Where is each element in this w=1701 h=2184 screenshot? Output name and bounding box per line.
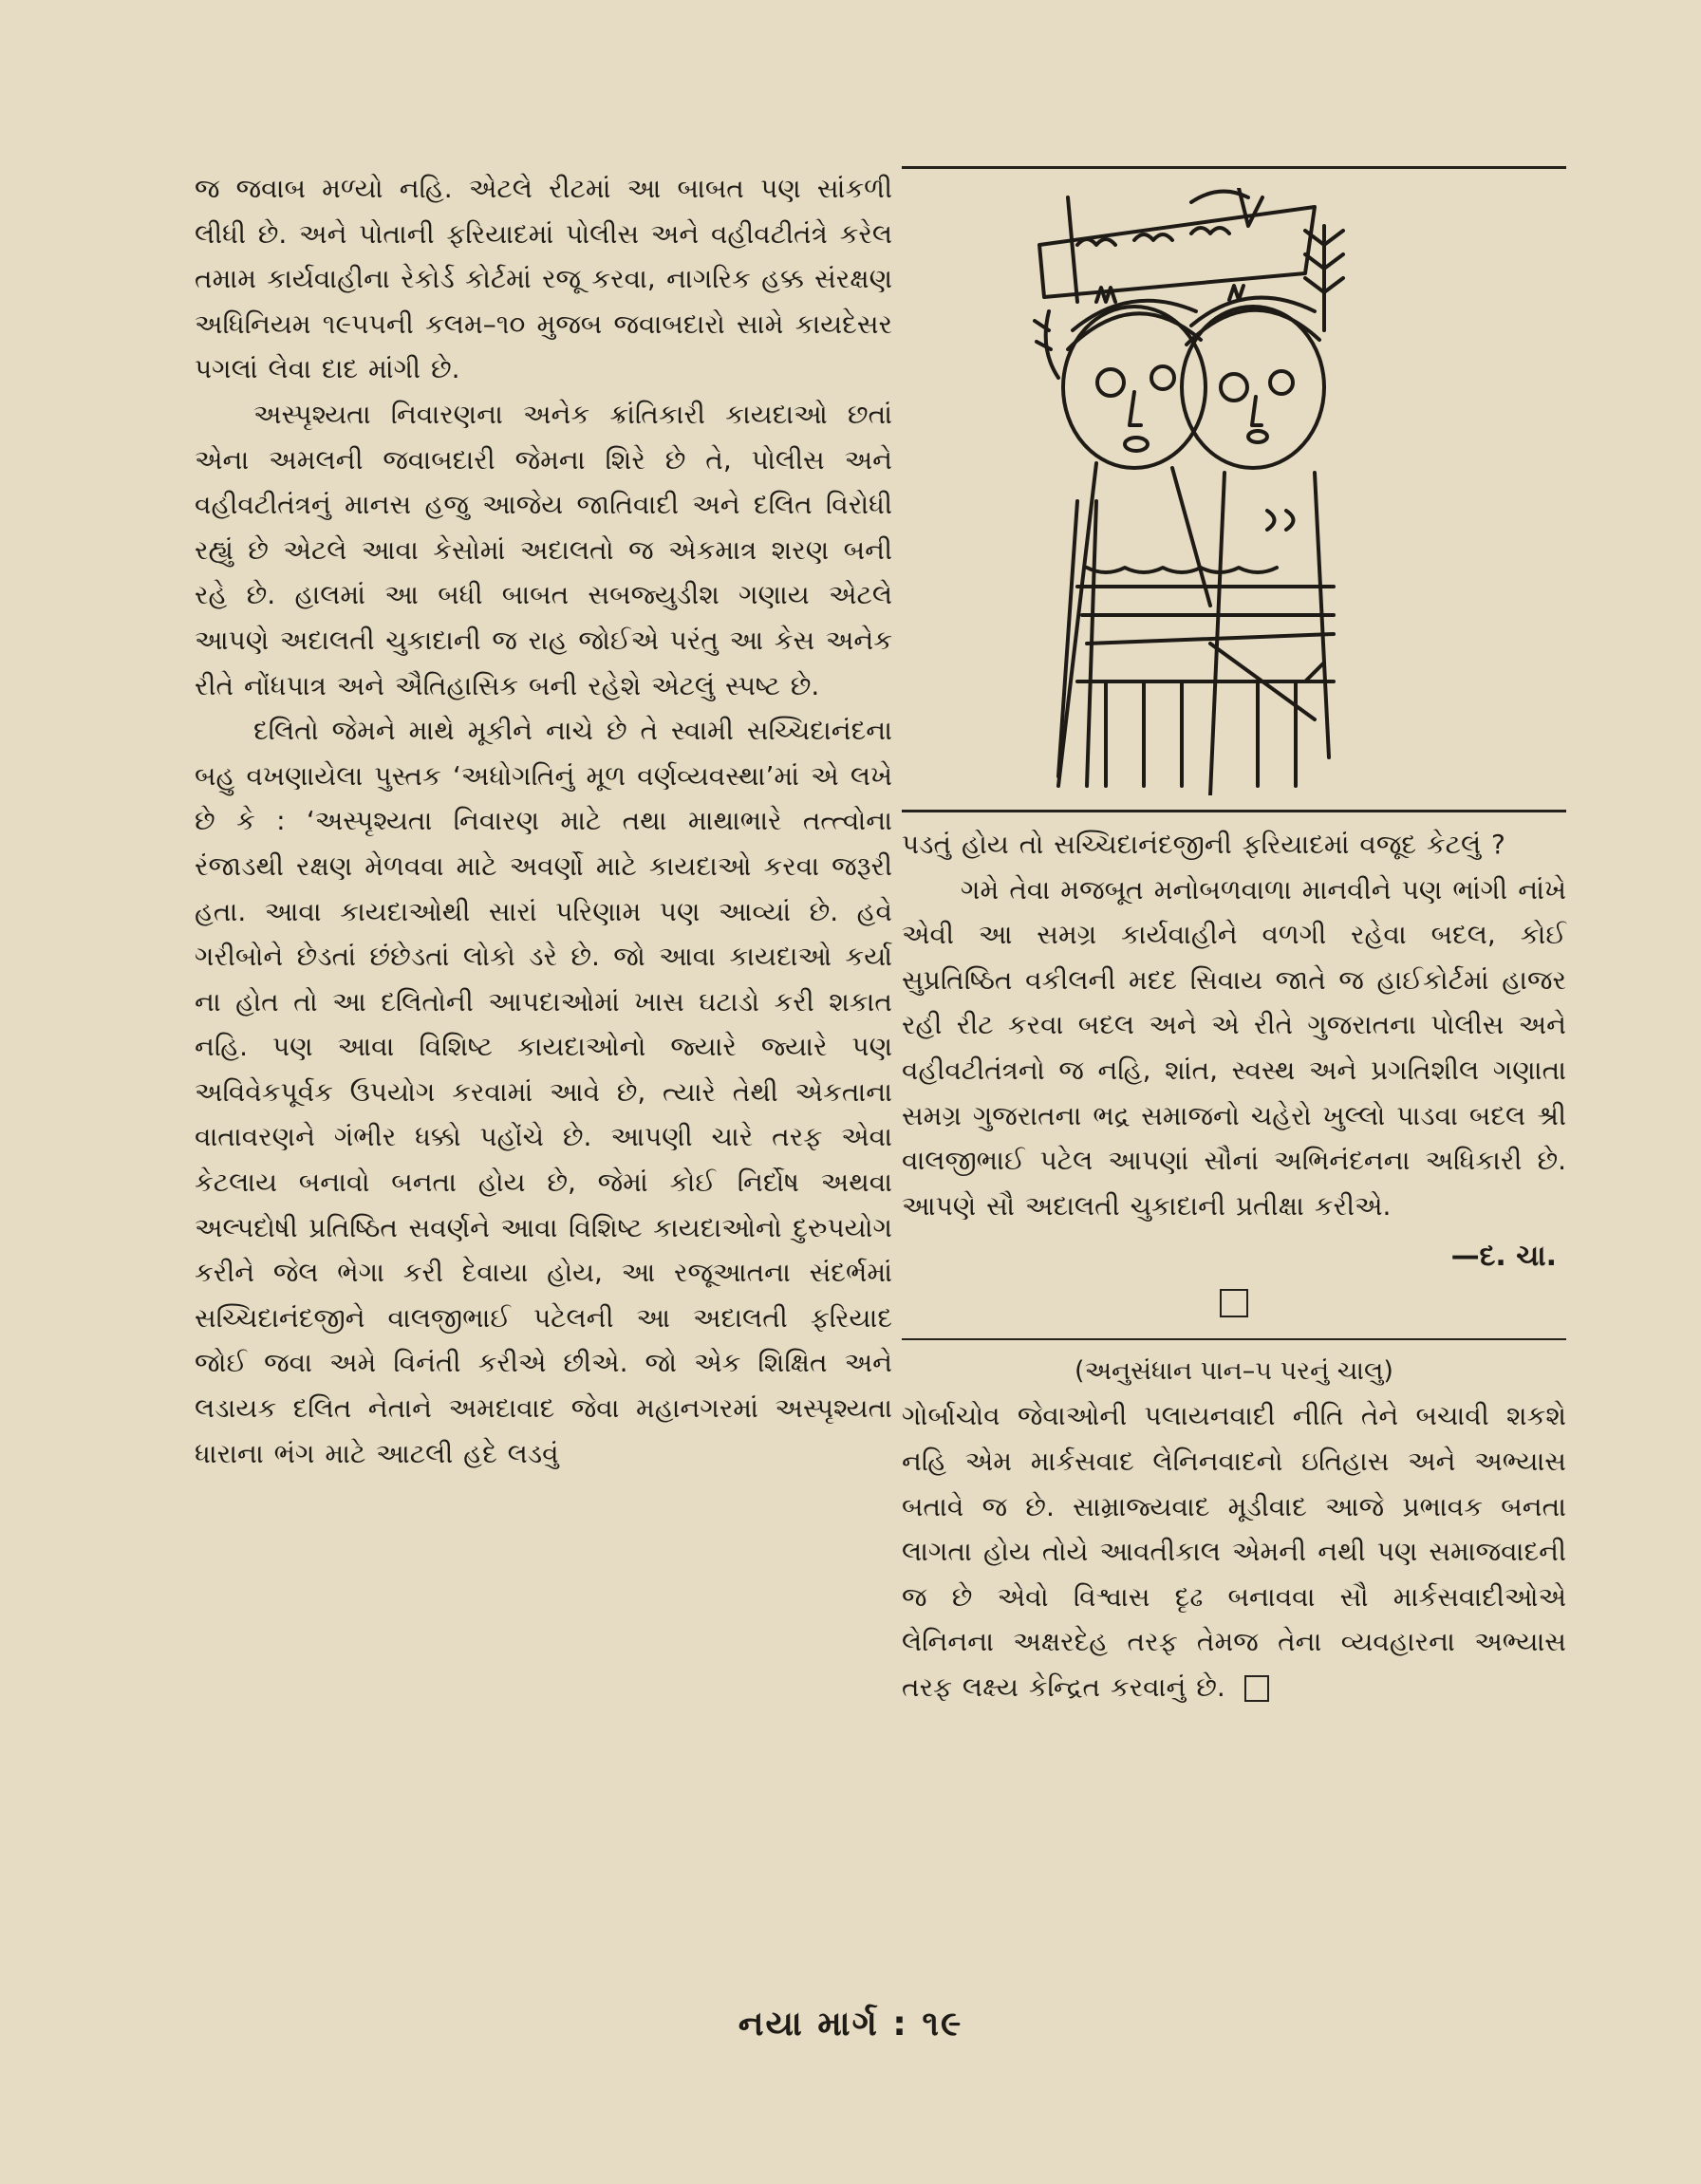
author-signature: —દ. ચા. <box>1450 1240 1557 1274</box>
continuation-heading: (અનુસંધાન પાન–૫ પરનું ચાલુ) <box>1075 1356 1393 1387</box>
article-paragraph: ગમે તેવા મજબૂત મનોબળવાળા માનવીને પણ ભાંગી નાંખે એવી આ સમગ્ર કાર્યવાહીને વળગી રહેવા બદલ, કોઈ સુપ્રતિષ્ઠિત વકીલની મદદ સિવાય જાતે જ હાઈકોર્ટમાં હાજર રહી રીટ કરવા બદલ અને એ રીતે ગુજરાતના પોલીસ અને વહીવટીતંત્રનો જ નહિ, શાંત, સ્વસ્થ અને પ્રગતિશીલ ગણાતા સમગ્ર ગુજરાતના ભદ્ર સમાજનો ચહેરો ખુલ્લો પાડવા બદલ શ્રી વાલજીભાઈ પટેલ આપણાં સૌનાં અભિનંદનના અધિકારી છે. આપણે સૌ અદાલતી ચુકાદાની પ્રતીક્ષા કરીએ. <box>902 873 1566 1222</box>
article-paragraph: દલિતો જેમને માથે મૂકીને નાચે છે તે સ્વામી સચ્ચિદાનંદના બહુ વખણાયેલા પુસ્તક ‘અધોગતિનું મૂળ વર્ણવ્યવસ્થા’માં એ લખે છે કે : ‘અસ્પૃશ્યતા નિવારણ માટે તથા માથાભારે તત્ત્વોના રંજાડથી રક્ષણ મેળવવા માટે અવર્ણો માટે કાયદાઓ કરવા જરૂરી હતા. આવા કાયદાઓથી સારાં પરિણામ પણ આવ્યાં છે. હવે ગરીબોને છેડતાં છંછેડતાં લોકો ડરે છે. જો આવા કાયદાઓ કર્યા ના હોત તો આ દલિતોની આપદાઓમાં ખાસ ઘટાડો કરી શકાત નહિ. પણ આવા વિશિષ્ટ કાયદાઓનો જ્યારે જ્યારે પણ અવિવેકપૂર્વક ઉપયોગ કરવામાં આવે છે, ત્યારે તેથી એકતાના વાતાવરણને ગંભીર ધક્કો પહોંચે છે. આપણી ચારે તરફ એવા કેટલાય બનાવો બનતા હોય છે, જેમાં કોઈ નિર્દોષ અથવા અલ્પદોષી પ્રતિષ્ઠિત સવર્ણને આવા વિશિષ્ટ કાયદાઓનો દુરુપયોગ કરીને જેલ ભેગા કરી દેવાયા હોય, આ રજૂઆતના સંદર્ભમાં સચ્ચિદાનંદજીને વાલજીભાઈ પટેલની આ અદાલતી ફરિયાદ જોઈ જવા અમે વિનંતી કરીએ છીએ. જો એક શિક્ષિત અને લડાયક દલિત નેતાને અમદાવાદ જેવા મહાનગરમાં અસ્પૃશ્યતા ધારાના ભંગ માટે આટલી હદે લડવું <box>195 715 892 1469</box>
continuation-text: ગોર્બાચોવ જેવાઓની પલાયનવાદી નીતિ તેને બચાવી શકશે નહિ એમ માર્કસવાદ લેનિનવાદનો ઇતિહાસ અને અભ્યાસ બતાવે જ છે. સામ્રાજ્યવાદ મૂડીવાદ આજે પ્રભાવક બનતા લાગતા હોય તોયે આવતીકાલ એમની નથી પણ સમાજવાદની જ છે એવો વિશ્વાસ દૃઢ બનાવવા સૌ માર્કસવાદીઓએ લેનિનના અક્ષરદેહ તરફ તેમજ તેના વ્યવહારના અભ્યાસ તરફ લક્ષ્ય કેન્દ્રિત કરવાનું છે. <box>902 1400 1566 1703</box>
article-paragraph: જ જવાબ મળ્યો નહિ. એટલે રીટમાં આ બાબત પણ સાંકળી લીધી છે. અને પોતાની ફરિયાદમાં પોલીસ અને વહીવટીતંત્રે કરેલ તમામ કાર્યવાહીના રેકોર્ડ કોર્ટમાં રજૂ કરવા, નાગરિક હક્ક સંરક્ષણ અધિનિયમ ૧૯૫૫ની કલમ–૧૦ મુજબ જવાબદારો સામે કાયદેસર પગલાં લેવા દાદ માંગી છે. <box>195 173 892 385</box>
illustration-bottom-rule <box>902 810 1566 812</box>
illustration <box>902 169 1566 810</box>
section-end-box <box>1220 1289 1248 1317</box>
left-column <box>195 166 892 1476</box>
article-paragraph: અસ્પૃશ્યતા નિવારણના અનેક ક્રાંતિકારી કાયદાઓ છતાં એના અમલની જવાબદારી જેમના શિરે છે તે, પોલીસ અને વહીવટીતંત્રનું માનસ હજુ આજેય જાતિવાદી અને દલિત વિરોધી રહ્યું છે એટલે આવા કેસોમાં અદાલતો જ એકમાત્ર શરણ બની રહે છે. હાલમાં આ બધી બાબત સબજ્યુડીશ ગણાય એટલે આપણે અદાલતી ચુકાદાની જ રાહ જોઈએ પરંતુ આ કેસ અનેક રીતે નોંધપાત્ર અને ઐતિહાસિક બની રહેશે એટલું સ્પષ્ટ છે. <box>195 398 892 701</box>
article-paragraph <box>902 1393 1566 1709</box>
article-end-box <box>1244 1675 1269 1702</box>
couple-sketch-illustration <box>1020 188 1362 795</box>
article-paragraph: પડતું હોય તો સચ્ચિદાનંદજીની ફરિયાદમાં વજૂદ કેટલું ? <box>902 829 1505 860</box>
page-footer: નયા માર્ગ : ૧૯ <box>738 2005 963 2044</box>
section-divider <box>902 1338 1566 1340</box>
right-column <box>902 166 1566 1710</box>
